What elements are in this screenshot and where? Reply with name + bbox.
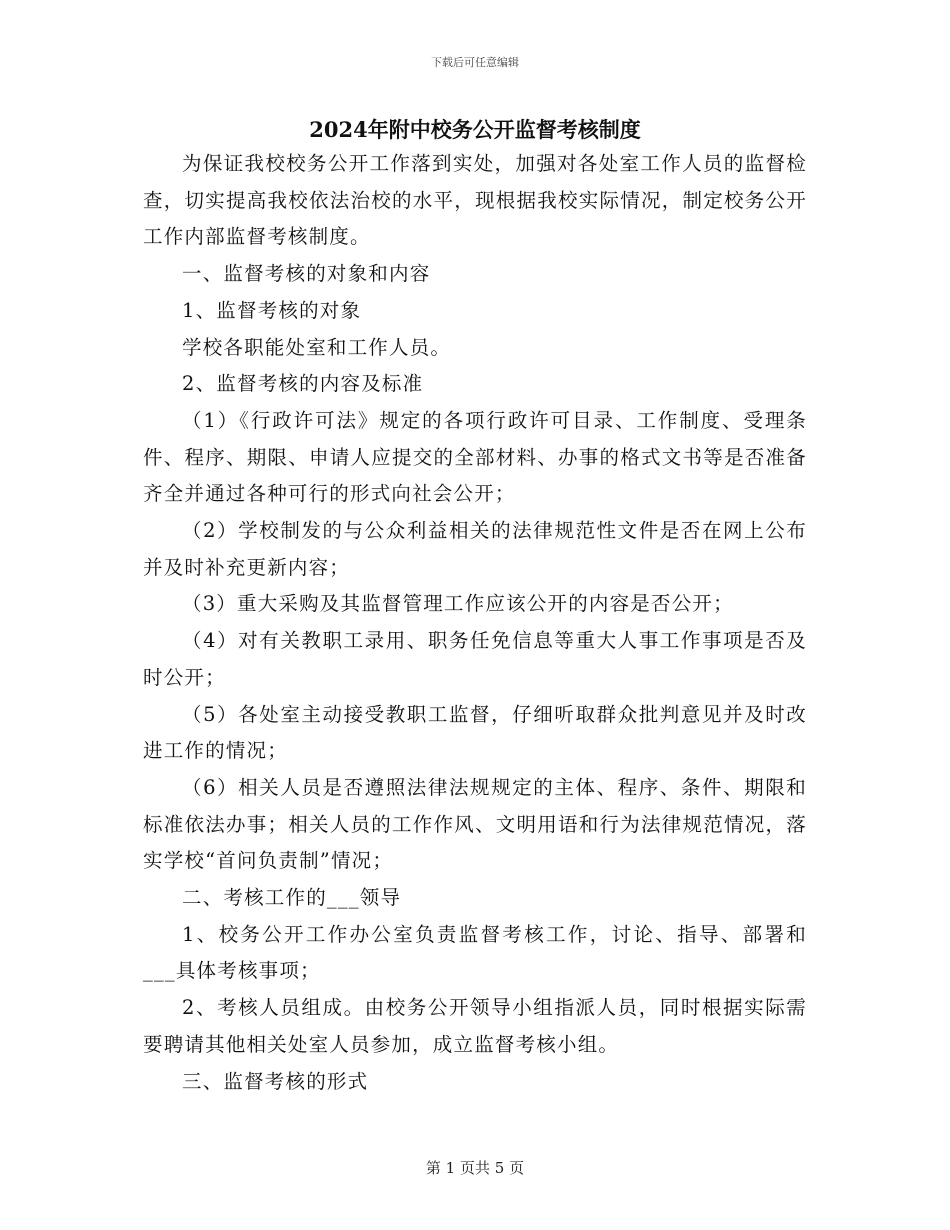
list-item: （4）对有关教职工录用、职务任免信息等重大人事工作事项是否及时公开； [143,629,807,689]
list-item: （6）相关人员是否遵照法律法规规定的主体、程序、条件、期限和标准依法办事；相关人员的工作作风、文明用语和行为法律规范情况，落实学校“首问负责制”情况； [143,775,807,873]
paragraph: 1、校务公开工作办公室负责监督考核工作，讨论、指导、部署和___具体考核事项； [143,922,807,983]
document-body [143,146,807,1100]
list-item: （5）各处室主动接受教职工监督，仔细听取群众批判意见并及时改进工作的情况； [143,702,807,763]
list-item: （3）重大采购及其监督管理工作应该公开的内容是否公开； [182,592,734,616]
list-item: （1）《行政许可法》规定的各项行政许可目录、工作制度、受理条件、程序、期限、申请人应提交的全部材料、办事的格式文书等是否准备齐全并通过各种可行的形式向社会公开； [143,408,807,506]
document-title: 2024年附中校务公开监督考核制度 [309,117,641,142]
subheading-1-2: 2、监督考核的内容及标准 [182,372,424,396]
subheading-1-1: 1、监督考核的对象 [182,298,362,322]
paragraph-intro: 为保证我校校务公开工作落到实处，加强对各处室工作人员的监督检查，切实提高我校依法治校的水平，现根据我校实际情况，制定校务公开工作内部监督考核制度。 [143,152,807,249]
list-item: （2）学校制发的与公众利益相关的法律规范性文件是否在网上公布并及时补充更新内容； [143,519,807,579]
paragraph: 2、考核人员组成。由校务公开领导小组指派人员，同时根据实际需要聘请其他相关处室人员参加，成立监督考核小组。 [143,996,807,1056]
section-heading-3: 三、监督考核的形式 [182,1069,369,1093]
header-note: 下载后可任意编辑 [431,56,519,69]
section-heading-2: 二、考核工作的___领导 [182,886,402,910]
paragraph: 学校各职能处室和工作人员。 [182,335,452,359]
section-heading-1: 一、监督考核的对象和内容 [182,262,431,286]
page-footer: 第 1 页共 5 页 [425,1159,525,1177]
